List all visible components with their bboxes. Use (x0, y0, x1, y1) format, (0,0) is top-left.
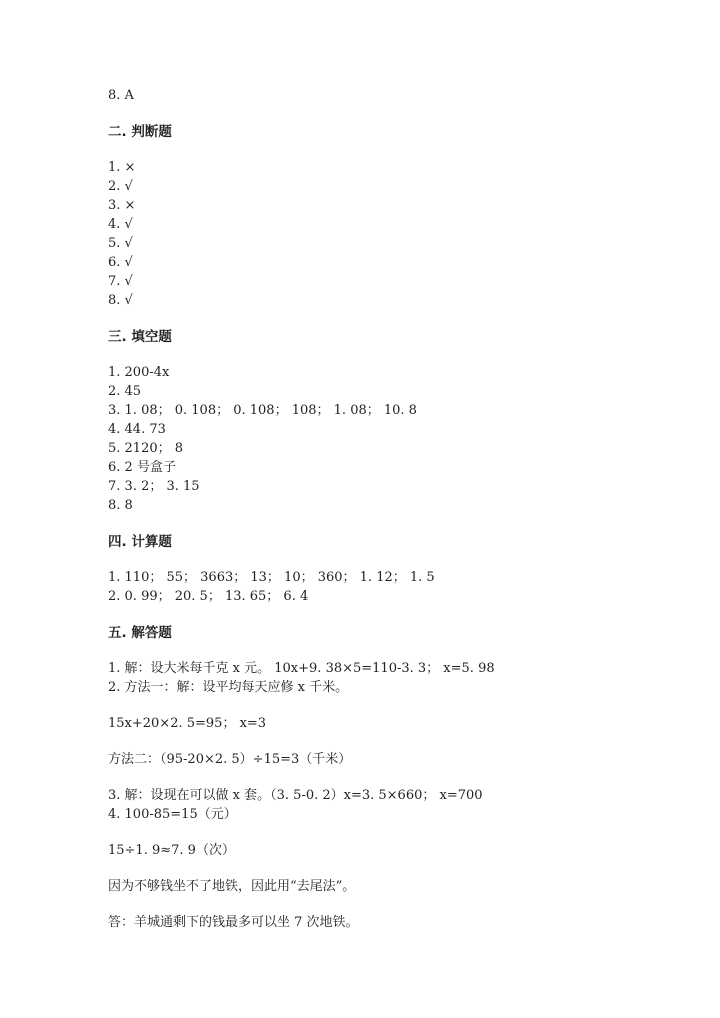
answer-line: 15÷1. 9≈7. 9（次） (108, 843, 235, 858)
answer-line: 4. 100-85=15（元） (108, 807, 237, 822)
answer-line: 7. 3. 2； 3. 15 (108, 479, 200, 494)
answer-line: 8. √ (108, 293, 133, 308)
section-heading-fill-blank: 三. 填空题 (108, 329, 172, 345)
answer-line: 4. √ (108, 217, 133, 232)
answer-line: 1. 110； 55； 3663； 13； 10； 360； 1. 12； 1. 5 (108, 570, 435, 585)
answer-line: 7. √ (108, 274, 133, 289)
section-heading-true-false: 二. 判断题 (108, 124, 172, 140)
answer-line: 答：羊城通剩下的钱最多可以坐 7 次地铁。 (108, 915, 359, 930)
answer-line: 3. 1. 08； 0. 108； 0. 108； 108； 1. 08； 10. 8 (108, 403, 417, 418)
answer-line: 3. × (108, 198, 136, 213)
answer-line: 15x+20×2. 5=95； x=3 (108, 716, 267, 731)
answer-line: 6. √ (108, 255, 133, 270)
answer-line: 8. 8 (108, 498, 133, 513)
answer-line: 2. 45 (108, 384, 142, 399)
answer-line: 6. 2 号盒子 (108, 460, 176, 475)
section-heading-calculation: 四. 计算题 (108, 534, 172, 550)
calculation-answers (108, 568, 668, 606)
answer-sheet (108, 86, 668, 932)
fill-blank-answers (108, 363, 668, 515)
answer-line: 5. √ (108, 236, 133, 251)
section-heading-word-problems: 五. 解答题 (108, 625, 172, 641)
answer-line: 3. 解：设现在可以做 x 套。（3. 5-0. 2）x=3. 5×660； x=700 (108, 788, 483, 803)
answer-line: 方法二：（95-20×2. 5）÷15=3（千米） (108, 752, 352, 767)
word-problem-answers (108, 659, 668, 932)
answer-line: 1. 200-4x (108, 365, 170, 380)
answer-line: 5. 2120； 8 (108, 441, 184, 456)
answer-line: 因为不够钱坐不了地铁，因此用“去尾法”。 (108, 879, 356, 894)
answer-line: 8. A (108, 88, 134, 103)
answer-line: 2. √ (108, 179, 133, 194)
answer-line: 4. 44. 73 (108, 422, 166, 437)
answer-line: 1. 解：设大米每千克 x 元。 10x+9. 38×5=110-3. 3； x=5. 98 (108, 661, 495, 676)
answer-line: 2. 0. 99； 20. 5； 13. 65； 6. 4 (108, 589, 309, 604)
true-false-answers (108, 158, 668, 310)
answer-line: 2. 方法一：解：设平均每天应修 x 千米。 (108, 680, 349, 695)
answer-line: 1. × (108, 160, 136, 175)
